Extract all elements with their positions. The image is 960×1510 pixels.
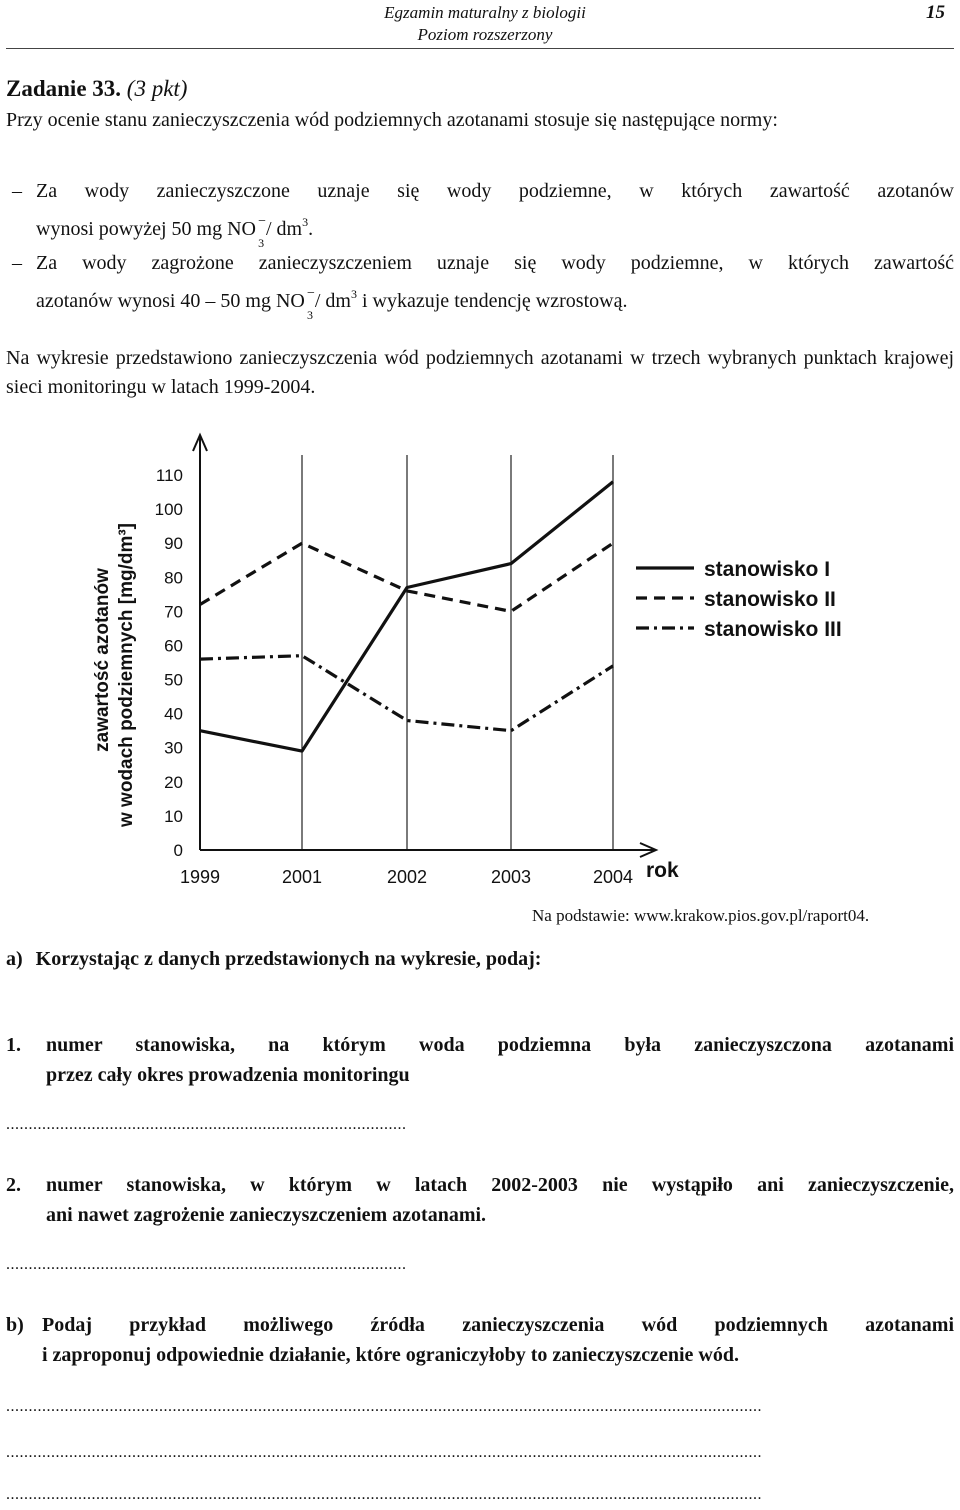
y-tick-label-80: 80 bbox=[164, 568, 183, 588]
task-intro: Przy ocenie stanu zanieczyszczenia wód podziemnych azotanami stosuje się następujące normy: bbox=[6, 109, 778, 131]
x-tick-label-2004: 2004 bbox=[592, 867, 634, 887]
question-b-line-2: i zaproponuj odpowiednie działanie, które ograniczyłoby to zanieczyszczenie wód. bbox=[42, 1344, 740, 1366]
y-tick-label-30: 30 bbox=[164, 738, 183, 758]
y-tick-label-90: 90 bbox=[164, 534, 183, 554]
y-axis-label-line-1: zawartość azotanów bbox=[92, 568, 113, 752]
legend-label-1: stanowisko I bbox=[704, 558, 831, 581]
nitrate-formula: NO − 3 bbox=[227, 214, 266, 250]
y-tick-label-50: 50 bbox=[164, 670, 183, 690]
answer-line-b1[interactable]: ........................................................................................................................................................................ bbox=[6, 1398, 762, 1415]
question-2-number: 2. bbox=[6, 1174, 21, 1196]
question-a-label: a) bbox=[6, 948, 23, 970]
question-a-text: Korzystając z danych przedstawionych na wykresie, podaj: bbox=[35, 948, 542, 970]
norm-2-line-2: azotanów wynosi 40 – 50 mg NO − 3 / $dm^3$ i wykazuje tendencję wzrostową. bbox=[36, 286, 628, 322]
task-title bbox=[6, 76, 187, 102]
y-axis-label-line-2: w wodach podziemnych [mg/dm³] bbox=[116, 522, 137, 828]
question-b-label: b) bbox=[6, 1314, 24, 1336]
norm-2 bbox=[6, 248, 954, 322]
question-a bbox=[6, 944, 541, 974]
x-tick-label-1999: 1999 bbox=[179, 867, 221, 887]
y-tick-label-110: 110 bbox=[155, 466, 183, 485]
header-divider bbox=[6, 48, 954, 49]
exam-title: Egzamin maturalny z biologii bbox=[384, 3, 586, 22]
y-tick-label-10: 10 bbox=[164, 806, 183, 826]
question-1 bbox=[6, 1030, 954, 1090]
question-1-number: 1. bbox=[6, 1034, 21, 1056]
norm-2-line-1: Za wody zagrożone zanieczyszczeniem uznaje się wody podziemne, w których zawartość bbox=[36, 252, 954, 274]
exam-level: Poziom rozszerzony bbox=[417, 25, 553, 44]
answer-line-1[interactable]: ......................................................................................... bbox=[6, 1116, 407, 1133]
task-points: (3 pkt) bbox=[126, 76, 188, 101]
question-2-line-1: numer stanowiska, w którym w latach 2002-2003 nie wystąpiło ani zanieczyszczenie, bbox=[46, 1174, 954, 1196]
chart-source: Na podstawie: www.krakow.pios.gov.pl/raport04. bbox=[532, 906, 870, 925]
x-axis-label: rok bbox=[646, 859, 679, 882]
question-1-line-2: przez cały okres prowadzenia monitoringu bbox=[46, 1064, 410, 1086]
y-tick-label-40: 40 bbox=[164, 704, 183, 724]
y-tick-label-100: 100 bbox=[154, 500, 183, 520]
y-tick-label-70: 70 bbox=[164, 602, 183, 622]
question-2 bbox=[6, 1170, 954, 1230]
legend-label-2: stanowisko II bbox=[704, 588, 836, 611]
exam-header bbox=[300, 2, 670, 46]
question-1-line-1: numer stanowiska, na którym woda podziemna była zanieczyszczona azotanami bbox=[46, 1034, 954, 1056]
chart-intro: Na wykresie przedstawiono zanieczyszczenia wód podziemnych azotanami w trzech wybranych punktach krajowej sieci monitoringu w latach 1999-2004. bbox=[6, 347, 954, 398]
answer-line-b2[interactable]: ........................................................................................................................................................................ bbox=[6, 1444, 762, 1461]
task-number: Zadanie 33. bbox=[6, 76, 122, 101]
y-tick-label-20: 20 bbox=[164, 772, 183, 792]
x-tick-label-2003: 2003 bbox=[490, 867, 532, 887]
norm-1 bbox=[6, 176, 954, 250]
norm-1-line-1: Za wody zanieczyszczone uznaje się wody podziemne, w których zawartość azotanów bbox=[36, 180, 954, 202]
norm-1-line-2: wynosi powyżej 50 mg NO − 3 / $dm^3$. bbox=[36, 214, 314, 250]
y-tick-label-60: 60 bbox=[164, 636, 183, 656]
question-b-line-1: Podaj przykład możliwego źródła zanieczyszczenia wód podziemnych azotanami bbox=[42, 1314, 954, 1336]
question-b bbox=[6, 1310, 954, 1370]
answer-line-b3[interactable]: ........................................................................................................................................................................ bbox=[6, 1486, 762, 1503]
x-tick-label-2001: 2001 bbox=[281, 867, 323, 887]
nitrate-formula: NO − 3 bbox=[275, 286, 315, 322]
legend-label-3: stanowisko III bbox=[704, 618, 842, 641]
answer-line-2[interactable]: ......................................................................................... bbox=[6, 1256, 407, 1273]
nitrate-line-chart bbox=[0, 425, 960, 905]
page-number: 15 bbox=[926, 2, 945, 23]
bullet-dash: – bbox=[12, 180, 22, 202]
y-tick-label-0: 0 bbox=[173, 841, 183, 860]
x-tick-label-2002: 2002 bbox=[386, 867, 428, 887]
question-2-line-2: ani nawet zagrożenie zanieczyszczeniem azotanami. bbox=[46, 1204, 487, 1226]
bullet-dash: – bbox=[12, 252, 22, 274]
